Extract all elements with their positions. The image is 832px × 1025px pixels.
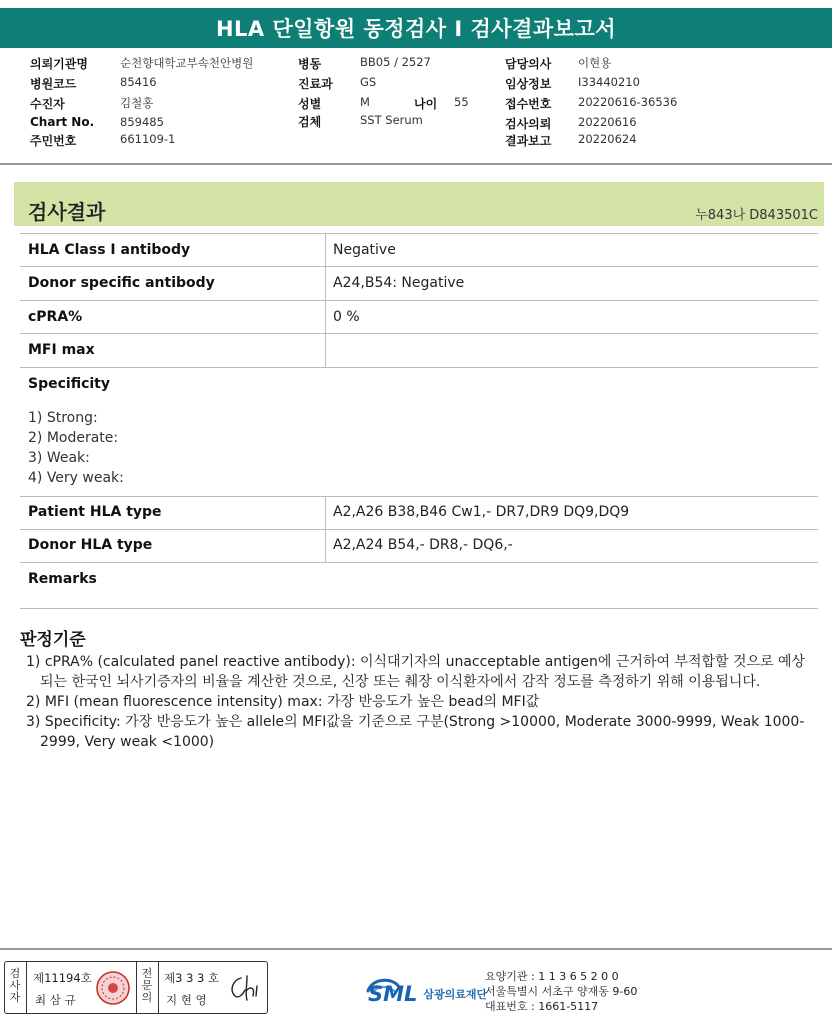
label-age: 나이 — [414, 97, 438, 111]
label-requesting-institution: 의뢰기관명 — [30, 57, 88, 71]
value-department: GS — [360, 75, 377, 89]
value-hospital-code: 85416 — [120, 75, 157, 89]
sml-logo — [364, 968, 487, 1006]
label-clinical-info: 임상정보 — [505, 77, 552, 91]
tester-license-no: 제11194호 — [33, 971, 92, 985]
criteria-item: 2) MFI (mean fluorescence intensity) max: 가장 반응도가 높은 bead의 MFI값 — [26, 694, 540, 710]
label-doctor: 담당의사 — [505, 57, 552, 71]
criteria-item: 1) cPRA% (calculated panel reactive antibody): 이식대기자의 unacceptable antigen에 근거하여 부적합할 것으로 예상되는 한국인 뇌사기증자의 비율을 계산한 것으로, 신장 또는 췌장 이식환자에서 감작 정도를 측정하기 위해 이용됩니다. — [26, 654, 806, 690]
institution-info — [485, 969, 637, 1014]
result-code: 누843나 D843501C — [695, 208, 818, 223]
patient-info-header — [30, 55, 830, 155]
value-ward: BB05 / 2527 — [360, 55, 431, 69]
label-receipt-no: 접수번호 — [505, 97, 552, 111]
label-hospital-code: 병원코드 — [30, 77, 77, 91]
label-patient: 수진자 — [30, 97, 65, 111]
result-section-header — [14, 182, 824, 226]
tester-label: 검사자 — [9, 967, 21, 1004]
value-clinical-info: I33440210 — [578, 75, 640, 89]
row-value: A24,B54: Negative — [333, 275, 465, 291]
row-value: A2,A24 B54,- DR8,- DQ6,- — [333, 537, 513, 553]
institution-phone: 대표번호 : 1661-5117 — [485, 1000, 599, 1013]
stamp-divider — [158, 962, 159, 1013]
row-key: Specificity — [28, 376, 110, 392]
specificity-list — [28, 408, 124, 488]
value-chart-no: 859485 — [120, 115, 164, 129]
row-key: Remarks — [28, 571, 97, 587]
foundation-name: 삼광의료재단 — [423, 988, 488, 1001]
label-sex: 성별 — [298, 97, 322, 111]
value-resident-no: 661109-1 — [120, 132, 176, 146]
result-row-patient-hla-type — [20, 497, 818, 530]
cell-divider — [325, 301, 326, 333]
seal-icon — [95, 970, 131, 1006]
value-sex: M — [360, 95, 370, 109]
value-test-request: 20220616 — [578, 115, 637, 129]
value-doctor: 이현용 — [578, 56, 612, 70]
criteria-item: 3) Specificity: 가장 반응도가 높은 allele의 MFI값을 기준으로 구분(Strong >10000, Moderate 3000-9999, Weak 1000-2999, Very weak <1000) — [26, 714, 805, 750]
cell-divider — [325, 267, 326, 300]
row-key: Donor specific antibody — [28, 275, 215, 291]
row-value: 0 % — [333, 309, 360, 325]
label-resident-no: 주민번호 — [30, 134, 77, 148]
value-result-report: 20220624 — [578, 132, 637, 146]
value-patient: 김철홍 — [120, 96, 154, 110]
result-title: 검사결과 — [28, 200, 106, 224]
row-key: Donor HLA type — [28, 537, 153, 553]
stamp-divider — [136, 962, 137, 1013]
institution-address: 서울특별시 서초구 양재동 9-60 — [485, 985, 638, 998]
row-key: MFI max — [28, 342, 95, 358]
specificity-item: 4) Very weak: — [28, 470, 124, 486]
label-test-request: 검사의뢰 — [505, 117, 552, 131]
signature-box — [4, 961, 268, 1014]
specialist-name: 지 현 영 — [166, 993, 207, 1007]
value-age: 55 — [454, 95, 469, 109]
value-specimen: SST Serum — [360, 113, 423, 127]
result-row-mfi-max — [20, 334, 818, 368]
label-result-report: 결과보고 — [505, 134, 552, 148]
label-chart-no: Chart No. — [30, 115, 95, 129]
result-row-donor-specific-antibody — [20, 267, 818, 301]
cell-divider — [325, 530, 326, 562]
label-specimen: 검체 — [298, 115, 322, 129]
cell-divider — [325, 334, 326, 367]
row-key: cPRA% — [28, 309, 83, 325]
specialist-label: 전문의 — [141, 967, 153, 1004]
header-divider — [0, 163, 832, 165]
result-row-cpra — [20, 301, 818, 334]
footer-divider — [0, 948, 832, 950]
report-title: HLA 단일항원 동정검사 I 검사결과보고서 — [0, 8, 832, 48]
criteria-list — [26, 652, 816, 752]
criteria-title: 판정기준 — [20, 630, 86, 650]
result-row-remarks — [20, 563, 818, 609]
value-receipt-no: 20220616-36536 — [578, 95, 678, 109]
label-department: 진료과 — [298, 77, 333, 91]
tester-name: 최 삼 규 — [35, 993, 76, 1007]
stamp-divider — [26, 962, 27, 1013]
row-key: HLA Class I antibody — [28, 242, 191, 258]
row-key: Patient HLA type — [28, 504, 162, 520]
row-value: Negative — [333, 242, 396, 258]
signature-icon — [225, 972, 263, 1004]
institution-code: 요양기관 : 1 1 3 6 5 2 0 0 — [485, 970, 619, 983]
result-row-specificity — [20, 368, 818, 497]
specificity-item: 3) Weak: — [28, 450, 90, 466]
specificity-item: 2) Moderate: — [28, 430, 119, 446]
specialist-license-no: 제3 3 3 호 — [164, 971, 220, 985]
label-ward: 병동 — [298, 57, 322, 71]
cell-divider — [325, 497, 326, 529]
value-requesting-institution: 순천향대학교부속천안병원 — [120, 56, 254, 70]
row-value: A2,A26 B38,B46 Cw1,- DR7,DR9 DQ9,DQ9 — [333, 504, 630, 520]
result-row-donor-hla-type — [20, 530, 818, 563]
specificity-item: 1) Strong: — [28, 410, 98, 426]
sml-logo-text: SML — [368, 982, 418, 1006]
result-row-hla-class-i — [20, 233, 818, 267]
cell-divider — [325, 234, 326, 266]
